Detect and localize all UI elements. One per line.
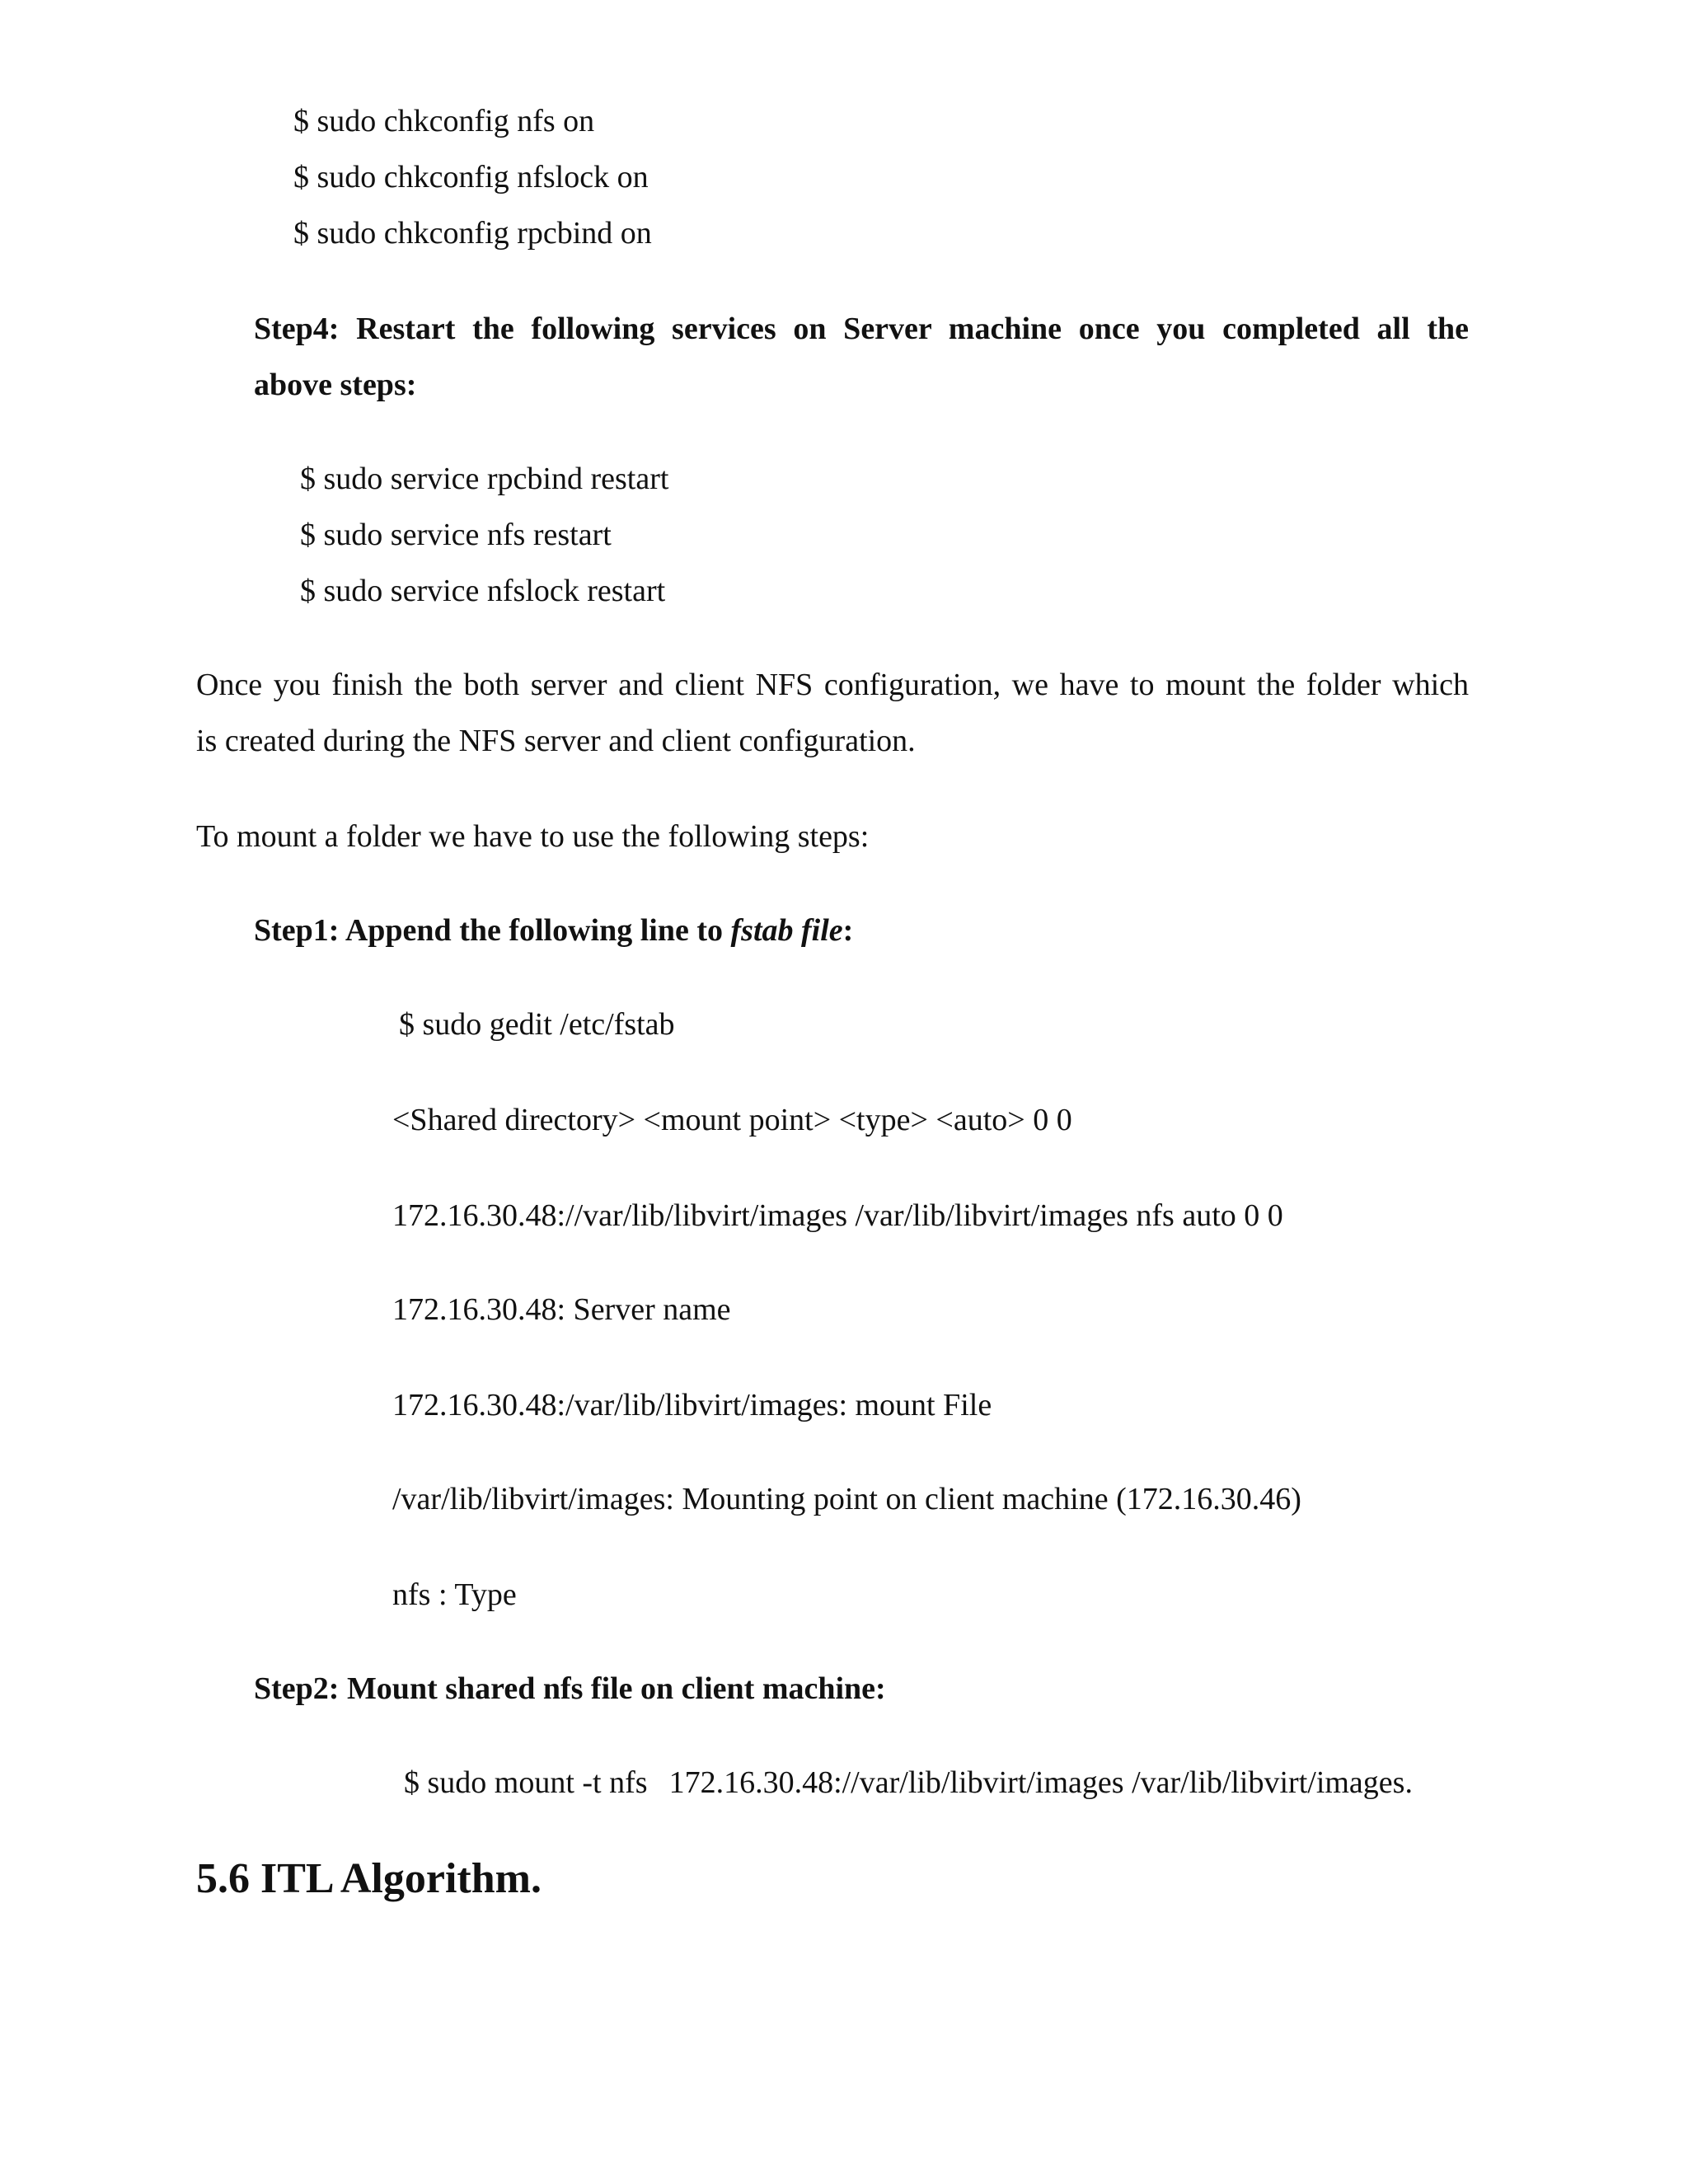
step4-heading-line2: above steps:	[254, 368, 417, 402]
step2-heading: Step2: Mount shared nfs file on client machine:	[254, 1671, 886, 1706]
step1-heading	[254, 915, 853, 946]
paragraph-mount-intro-line1: Once you finish the both server and client NFS configuration, we have to mount the folder which	[196, 668, 1469, 702]
command-mount-nfs-part1: $ sudo mount -t nfs	[404, 1765, 648, 1800]
step1-heading-suffix: :	[842, 913, 854, 948]
command-restart-nfslock: $ sudo service nfslock restart	[300, 574, 666, 608]
fstab-mount-file: 172.16.30.48:/var/lib/libvirt/images: mount File	[392, 1388, 992, 1422]
paragraph-mount-intro-line2: is created during the NFS server and client configuration.	[196, 724, 916, 758]
command-chkconfig-nfs: $ sudo chkconfig nfs on	[293, 104, 595, 138]
section-heading: 5.6 ITL Algorithm.	[196, 1855, 542, 1902]
fstab-mount-point: /var/lib/libvirt/images: Mounting point on client machine (172.16.30.46)	[392, 1482, 1301, 1516]
fstab-format-line: <Shared directory> <mount point> <type> <auto> 0 0	[392, 1103, 1072, 1137]
fstab-server-name: 172.16.30.48: Server name	[392, 1292, 731, 1327]
command-mount-nfs-part2: 172.16.30.48://var/lib/libvirt/images /var/lib/libvirt/images.	[668, 1765, 1413, 1800]
command-chkconfig-rpcbind: $ sudo chkconfig rpcbind on	[293, 216, 652, 251]
step1-heading-file: fstab file	[730, 913, 843, 948]
step1-heading-prefix: Step1: Append the following line to	[254, 913, 731, 948]
fstab-type: nfs : Type	[392, 1577, 517, 1612]
command-gedit-fstab: $ sudo gedit /etc/fstab	[399, 1007, 675, 1042]
command-restart-rpcbind: $ sudo service rpcbind restart	[300, 462, 669, 496]
command-chkconfig-nfslock: $ sudo chkconfig nfslock on	[293, 160, 649, 194]
command-restart-nfs: $ sudo service nfs restart	[300, 518, 612, 552]
command-mount-nfs	[404, 1767, 1413, 1798]
fstab-entry-line: 172.16.30.48://var/lib/libvirt/images /var/lib/libvirt/images nfs auto 0 0	[392, 1198, 1283, 1233]
paragraph-mount-steps: To mount a folder we have to use the following steps:	[196, 819, 870, 854]
step4-heading-line1: Step4: Restart the following services on Server machine once you completed all the	[254, 312, 1469, 346]
